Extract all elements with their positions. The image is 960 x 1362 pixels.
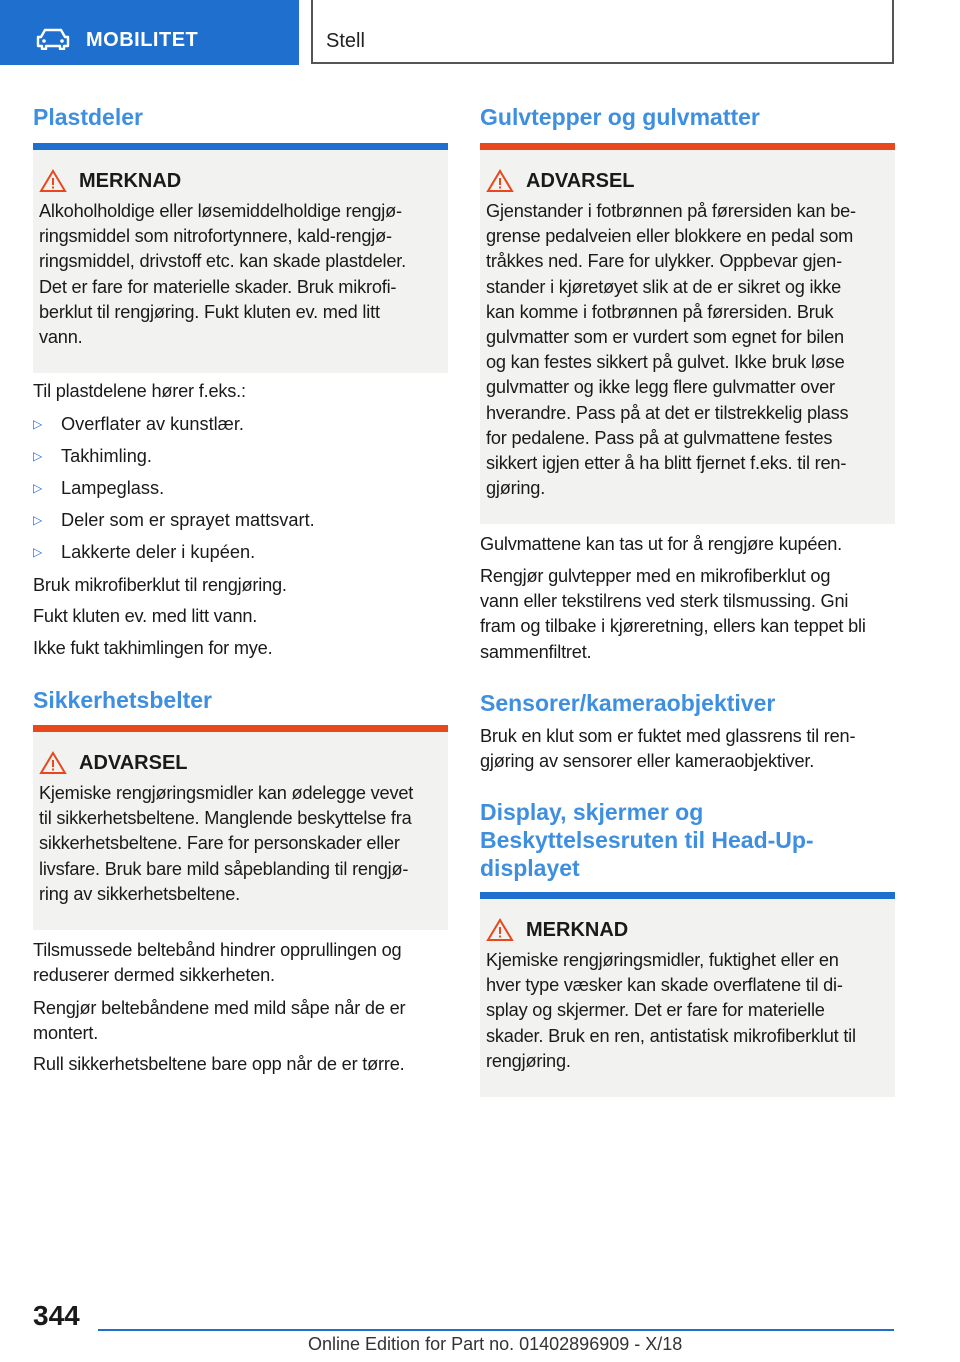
heading-line: Display, skjermer og (480, 799, 704, 825)
notice-title (39, 168, 442, 194)
list-bullet-icon: ▷ (33, 449, 43, 463)
notice-body (39, 199, 442, 350)
list-item (33, 444, 152, 469)
warning-line: gulvmatter og ikke legg flere gulvmatter over (486, 377, 835, 398)
warning-title (486, 168, 889, 194)
paragraph: Rull sikkerhetsbeltene bare opp når de er tørre. (33, 1054, 405, 1074)
notice-line: ringsmiddel, drivstoff etc. kan skade plastdeler. (39, 251, 406, 272)
notice-title-text: MERKNAD (79, 169, 182, 192)
paragraph: Fukt kluten ev. med litt vann. (33, 606, 258, 626)
warning-icon (39, 751, 67, 775)
warning-box (33, 732, 448, 930)
warning-line: Gjenstander i fotbrønnen på førersiden kan be- (486, 201, 856, 221)
notice-title-text: MERKNAD (526, 918, 629, 941)
notice-line: Det er fare for materielle skader. Bruk mikrofi- (39, 276, 397, 297)
warning-title-text: ADVARSEL (526, 169, 635, 192)
list-bullet-icon: ▷ (33, 417, 43, 431)
warning-bar (480, 143, 895, 150)
page-number: 344 (33, 1300, 80, 1331)
notice-line: skader. Bruk en ren, antistatisk mikrofiberklut til (486, 1025, 856, 1046)
warning-line: sikkert igjen etter å ha blitt fjernet f.eks. til ren- (486, 453, 847, 474)
warning-line: ring av sikkerhetsbeltene. (39, 883, 241, 904)
footer-divider (98, 1329, 894, 1331)
section-heading-gulvtepper: Gulvtepper og gulvmatter (480, 104, 760, 130)
warning-line: for pedalene. Pass på at gulvmattene festes (486, 427, 833, 448)
notice-box (480, 899, 895, 1097)
paragraph-line: vann eller tekstilrens ved sterk tilsmussing. Gni (480, 591, 849, 612)
list-item (33, 508, 315, 533)
section-heading-display (480, 798, 814, 882)
warning-line: stander i kjøretøyet slik at de er sikret og ikke (486, 276, 842, 297)
paragraph-line: montert. (33, 1023, 99, 1044)
notice-line: berklut til rengjøring. Fukt kluten ev. med litt (39, 301, 380, 322)
list-item-text: Takhimling. (61, 446, 152, 466)
list-item-text: Overflater av kunstlær. (61, 414, 244, 434)
paragraph (33, 996, 448, 1046)
notice-box (33, 150, 448, 373)
warning-title-text: ADVARSEL (79, 751, 188, 774)
paragraph-line: gjøring av sensorer eller kameraobjektiver. (480, 751, 815, 772)
car-icon (36, 28, 70, 50)
warning-line: til sikkerhetsbeltene. Manglende beskyttelse fra (39, 808, 412, 829)
paragraph-line: Rengjør gulvtepper med en mikrofiberklut og (480, 566, 831, 586)
notice-bar (480, 892, 895, 899)
paragraph (33, 938, 448, 988)
warning-line: sikkerhetsbeltene. Fare for personskader eller (39, 833, 400, 854)
chapter-label: Stell (326, 30, 365, 52)
paragraph-line: Rengjør beltebåndene med mild såpe når de er (33, 998, 406, 1018)
warning-bar (33, 725, 448, 732)
notice-line: rengjøring. (486, 1050, 571, 1071)
warning-title (39, 750, 442, 776)
list-item-text: Lakkerte deler i kupéen. (61, 542, 256, 562)
list-bullet-icon: ▷ (33, 545, 43, 559)
notice-line: hver type væsker kan skade overflatene til di- (486, 975, 843, 996)
notice-line: splay og skjermer. Det er fare for materielle (486, 1000, 825, 1021)
section-heading-sikkerhetsbelter: Sikkerhetsbelter (33, 687, 212, 713)
paragraph-line: Tilsmussede beltebånd hindrer opprullingen og (33, 940, 402, 960)
warning-line: og kan festes sikkert på gulvet. Ikke bruk løse (486, 352, 845, 373)
heading-line: displayet (480, 855, 580, 881)
paragraph: Ikke fukt takhimlingen for mye. (33, 638, 273, 658)
list-item-text: Lampeglass. (61, 478, 165, 498)
notice-bar (33, 143, 448, 150)
list-item-text: Deler som er sprayet mattsvart. (61, 510, 315, 530)
paragraph: Til plastdelene hører f.eks.: (33, 381, 246, 401)
warning-body (39, 781, 442, 907)
warning-line: Kjemiske rengjøringsmidler kan ødelegge vevet (39, 783, 414, 803)
paragraph-line: sammenfiltret. (480, 641, 592, 662)
section-tab (0, 0, 299, 65)
notice-title (486, 917, 889, 943)
heading-line: Beskyttelsesruten til Head-Up- (480, 827, 814, 853)
warning-line: livsfare. Bruk bare mild såpeblanding til rengjø- (39, 858, 409, 879)
warning-line: gulvmatter som er vurdert som egnet for bilen (486, 327, 844, 348)
warning-line: grense pedalveien eller blokkere en pedal som (486, 226, 854, 247)
notice-body (486, 948, 889, 1074)
notice-line: Alkoholholdige eller løsemiddelholdige rengjø- (39, 201, 402, 221)
warning-body (486, 199, 889, 501)
list-item (33, 540, 255, 565)
section-heading-sensorer: Sensorer/kameraobjektiver (480, 690, 776, 716)
notice-line: Kjemiske rengjøringsmidler, fuktighet eller en (486, 950, 839, 970)
paragraph (480, 724, 895, 774)
warning-line: gjøring. (486, 478, 546, 499)
chapter-header (311, 0, 894, 64)
warning-icon (486, 169, 514, 193)
warning-line: kan komme i fotbrønnen på førersiden. Bruk (486, 301, 834, 322)
warning-line: tråkkes ned. Fare for ulykker. Oppbevar gjen- (486, 251, 842, 272)
section-label: MOBILITET (86, 29, 199, 51)
notice-line: ringsmiddel som nitrofortynnere, kald-rengjø- (39, 226, 392, 247)
list-item (33, 412, 244, 437)
paragraph: Bruk mikrofiberklut til rengjøring. (33, 575, 287, 595)
warning-icon (39, 169, 67, 193)
notice-line: vann. (39, 327, 83, 348)
list-item (33, 476, 164, 501)
warning-box (480, 150, 895, 524)
paragraph-line: fram og tilbake i kjøreretning, ellers kan teppet bli (480, 616, 866, 637)
warning-line: hverandre. Pass på at det er tilstrekkelig plass (486, 402, 849, 423)
paragraph-line: Bruk en klut som er fuktet med glassrens til ren- (480, 726, 856, 746)
paragraph: Gulvmattene kan tas ut for å rengjøre kupéen. (480, 534, 843, 554)
section-heading-plastdeler: Plastdeler (33, 104, 143, 130)
list-bullet-icon: ▷ (33, 513, 43, 527)
paragraph (480, 564, 895, 665)
list-bullet-icon: ▷ (33, 481, 43, 495)
paragraph-line: reduserer dermed sikkerheten. (33, 965, 275, 986)
edition-footer: Online Edition for Part no. 01402896909 - X/18 (308, 1334, 683, 1354)
warning-icon (486, 918, 514, 942)
